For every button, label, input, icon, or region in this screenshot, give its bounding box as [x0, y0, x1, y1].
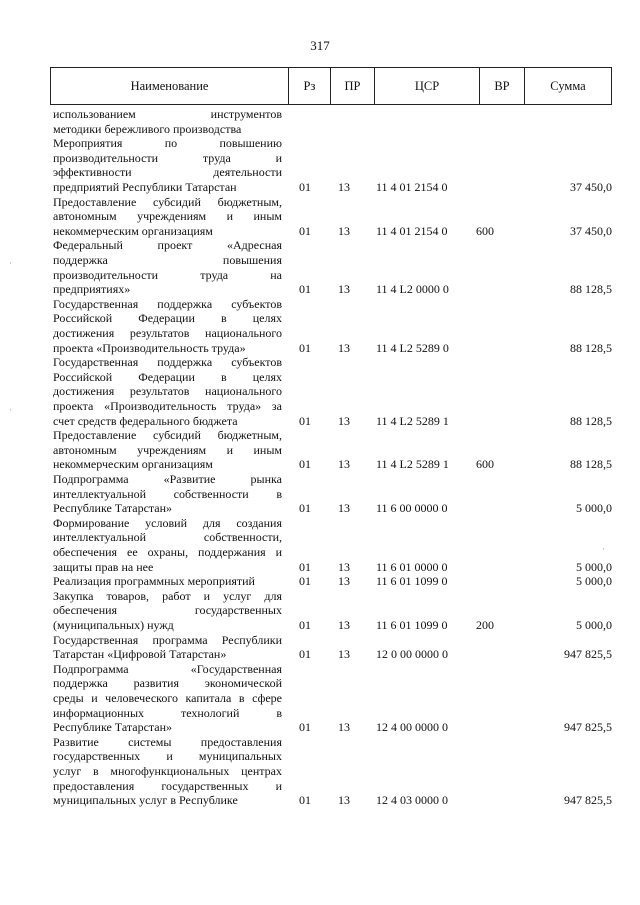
row-pr: 13 [338, 617, 350, 632]
row-csr: 11 4 L2 5289 1 [376, 413, 449, 428]
row-name-line: муниципальных услуг в Республике [53, 793, 238, 808]
row-name-line: достижения результатов национального [53, 384, 282, 399]
row-pr: 13 [338, 340, 350, 355]
header-pr: ПР [331, 68, 375, 104]
row-name-line: интеллектуальной собственности, [53, 530, 282, 545]
row-name-line: поддержка повышения [53, 252, 282, 267]
row-name-line: Подпрограмма «Развитие рынка [53, 472, 282, 486]
header-name: Наименование [51, 68, 289, 104]
row-csr: 11 4 L2 0000 0 [376, 282, 449, 297]
row-name [53, 355, 282, 428]
row-name-line: использованием инструментов [53, 107, 282, 121]
row-name-line: автономным учреждениям и иным [53, 442, 282, 457]
row-pr: 13 [338, 559, 350, 574]
row-name-line: Предоставление субсидий бюджетным, [53, 194, 282, 209]
row-name-line: Формирование условий для создания [53, 515, 282, 530]
row-name [53, 589, 282, 633]
row-name-line: предоставления государственных и [53, 778, 282, 793]
row-sum: 947 825,5 [564, 647, 612, 662]
table-row [0, 428, 640, 472]
row-csr: 12 4 00 0000 0 [376, 720, 448, 735]
table-row [0, 355, 640, 428]
table-row [0, 516, 640, 574]
row-name-line: Предоставление субсидий бюджетным, [53, 428, 282, 443]
row-rz: 01 [299, 413, 311, 428]
row-pr: 13 [338, 413, 350, 428]
row-name-line: автономным учреждениям и иным [53, 209, 282, 224]
row-name-line: проекта «Производительность труда» [53, 340, 246, 355]
header-vr: ВР [480, 68, 525, 104]
row-pr: 13 [338, 720, 350, 735]
row-vr: 200 [476, 617, 494, 632]
row-name [53, 297, 282, 355]
scan-mark: · [9, 258, 12, 268]
row-name [53, 195, 282, 239]
table-row [0, 297, 640, 355]
row-name-line: государственных и муниципальных [53, 749, 282, 764]
row-rz: 01 [299, 223, 311, 238]
row-name [53, 633, 282, 662]
row-name-line: Реализация программных мероприятий [53, 574, 255, 589]
row-name-line: (муниципальных) нужд [53, 617, 174, 632]
row-sum: 88 128,5 [570, 457, 612, 472]
row-sum: 947 825,5 [564, 720, 612, 735]
table-header [50, 67, 612, 105]
row-csr: 11 4 L2 5289 1 [376, 457, 449, 472]
row-name [53, 662, 282, 735]
row-name-line: обеспечения государственных [53, 603, 282, 618]
row-name [53, 136, 282, 194]
row-sum: 88 128,5 [570, 340, 612, 355]
row-rz: 01 [299, 282, 311, 297]
row-rz: 01 [299, 179, 311, 194]
table-row [0, 238, 640, 296]
row-sum: 37 450,0 [570, 223, 612, 238]
row-name-line: защиты прав на нее [53, 559, 154, 574]
row-name [53, 472, 282, 516]
row-name-line: проекта «Производительность труда» за [53, 398, 282, 413]
row-rz: 01 [299, 559, 311, 574]
row-rz: 01 [299, 647, 311, 662]
table-row [0, 662, 640, 735]
row-name [53, 238, 282, 296]
table-row [0, 195, 640, 239]
row-rz: 01 [299, 501, 311, 516]
row-pr: 13 [338, 793, 350, 808]
row-pr: 13 [338, 179, 350, 194]
row-name-line: Государственная поддержка субъектов [53, 296, 282, 311]
row-name-line: предприятий Республики Татарстан [53, 179, 237, 194]
row-name-line: Российской Федерации в целях [53, 369, 282, 384]
row-name-line: Российской Федерации в целях [53, 311, 282, 326]
row-rz: 01 [299, 617, 311, 632]
row-name-line: Республике Татарстан» [53, 501, 173, 516]
page-number: 317 [310, 38, 330, 53]
row-name [53, 735, 282, 808]
row-name-line: производительности труда и [53, 150, 282, 165]
row-name [53, 516, 282, 574]
row-sum: 37 450,0 [570, 179, 612, 194]
row-name-line: Развитие системы предоставления [53, 734, 282, 749]
row-pr: 13 [338, 501, 350, 516]
row-csr: 11 4 01 2154 0 [376, 179, 448, 194]
row-csr: 11 6 01 1099 0 [376, 574, 448, 589]
row-csr: 12 4 03 0000 0 [376, 793, 448, 808]
row-name [53, 428, 282, 472]
row-sum: 947 825,5 [564, 793, 612, 808]
row-name-line: Закупка товаров, работ и услуг для [53, 588, 282, 603]
header-rz: Рз [289, 68, 331, 104]
table-row [0, 107, 640, 136]
table-row [0, 136, 640, 194]
row-name-line: методики бережливого производства [53, 121, 242, 136]
row-name-line: интеллектуальной собственности в [53, 486, 282, 501]
row-sum: 88 128,5 [570, 282, 612, 297]
row-name-line: производительности труда на [53, 267, 282, 282]
row-csr: 11 6 01 0000 0 [376, 559, 448, 574]
row-sum: 88 128,5 [570, 413, 612, 428]
row-name-line: обеспечения ее охраны, поддержания и [53, 544, 282, 559]
header-csr: ЦСР [375, 68, 480, 104]
row-name-line: поддержка развития экономической [53, 676, 282, 691]
row-name-line: Подпрограмма «Государственная [53, 661, 282, 676]
row-rz: 01 [299, 574, 311, 589]
row-csr: 12 0 00 0000 0 [376, 647, 448, 662]
row-rz: 01 [299, 340, 311, 355]
row-rz: 01 [299, 720, 311, 735]
row-rz: 01 [299, 793, 311, 808]
row-name [53, 107, 282, 136]
row-name-line: достижения результатов национального [53, 325, 282, 340]
row-name-line: Федеральный проект «Адресная [53, 238, 282, 253]
row-name-line: информационных технологий в [53, 705, 282, 720]
row-pr: 13 [338, 282, 350, 297]
row-pr: 13 [338, 223, 350, 238]
row-name [53, 574, 282, 589]
row-sum: 5 000,0 [576, 559, 612, 574]
header-sum: Сумма [550, 78, 586, 93]
row-name-line: некоммерческим организациям [53, 457, 213, 472]
row-name-line: предприятиях» [53, 282, 131, 297]
row-sum: 5 000,0 [576, 501, 612, 516]
row-csr: 11 4 L2 5289 0 [376, 340, 449, 355]
table-row [0, 472, 640, 516]
row-name-line: Татарстан «Цифровой Татарстан» [53, 647, 227, 662]
row-csr: 11 4 01 2154 0 [376, 223, 448, 238]
row-name-line: счет средств федерального бюджета [53, 413, 238, 428]
row-name-line: Государственная поддержка субъектов [53, 355, 282, 370]
row-pr: 13 [338, 574, 350, 589]
row-name-line: Государственная программа Республики [53, 632, 282, 647]
row-pr: 13 [338, 647, 350, 662]
row-name-line: некоммерческим организациям [53, 223, 213, 238]
table-row [0, 735, 640, 808]
table-row [0, 633, 640, 662]
row-name-line: Мероприятия по повышению [53, 136, 282, 151]
row-csr: 11 6 01 1099 0 [376, 617, 448, 632]
scan-mark: · [9, 405, 12, 415]
row-name-line: среды и человеческого капитала в сфере [53, 690, 282, 705]
row-pr: 13 [338, 457, 350, 472]
row-vr: 600 [476, 223, 494, 238]
row-name-line: Республике Татарстан» [53, 720, 173, 735]
row-vr: 600 [476, 457, 494, 472]
row-sum: 5 000,0 [576, 617, 612, 632]
table-row [0, 574, 640, 589]
scan-mark: · [602, 544, 605, 554]
row-rz: 01 [299, 457, 311, 472]
row-sum: 5 000,0 [576, 574, 612, 589]
row-csr: 11 6 00 0000 0 [376, 501, 448, 516]
row-name-line: эффективности деятельности [53, 165, 282, 180]
row-name-line: услуг в многофункциональных центрах [53, 763, 282, 778]
table-row [0, 589, 640, 633]
